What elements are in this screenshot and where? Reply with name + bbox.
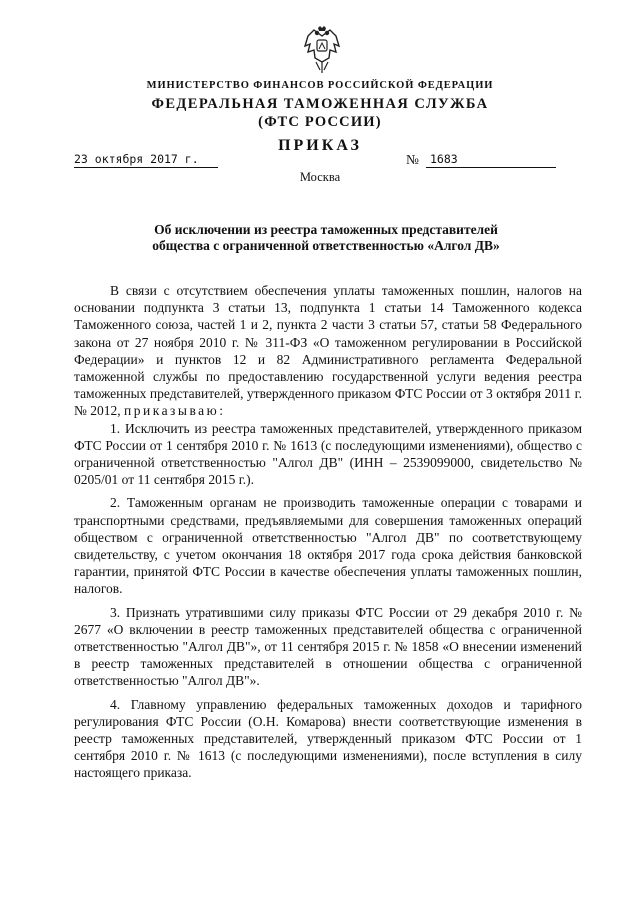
service-name: ФЕДЕРАЛЬНАЯ ТАМОЖЕННАЯ СЛУЖБА xyxy=(151,96,489,112)
document-title xyxy=(70,222,582,254)
service-abbreviation: (ФТС РОССИИ) xyxy=(258,114,382,130)
document-type: ПРИКАЗ xyxy=(278,137,362,154)
coat-of-arms-icon xyxy=(302,26,342,74)
item-3: 3. Признать утратившими силу приказы ФТС России от 29 декабря 2010 г. № 2677 «О включении в реестр таможенных представителей общества с ограниченной ответственностью "Алгол ДВ"», от 11 сентября 2015 г. № 1858 «О внесении изменений в реестр таможенных представителей в отношении общества с ограниченной ответственностью "Алгол ДВ"». xyxy=(74,604,582,689)
city: Москва xyxy=(299,170,341,184)
preamble-text: В связи с отсутствием обеспечения уплаты таможенных пошлин, налогов на основании подпункта 3 статьи 13, подпункта 1 статьи 14 Таможенного кодекса Таможенного союза, частей 1 и 2, пункта 2 части 3 статьи 57, статьи 58 Федерального закона от 27 ноября 2010 г. № 311-ФЗ «О таможенном регулировании в Российской Федерации» и пунктов 12 и 82 Административного регламента Федеральной таможенной службы по предоставлению государственной услуги ведения реестра таможенных представителей, утвержденного приказом ФТС России от 3 октября 2011 г. № 2012, xyxy=(74,283,582,419)
order-word: приказываю: xyxy=(124,403,226,419)
document-body xyxy=(74,282,582,788)
title-line-2: общества с ограниченной ответственностью «Алгол ДВ» xyxy=(152,238,500,253)
item-1: 1. Исключить из реестра таможенных представителей, утвержденного приказом ФТС России от 1 сентября 2010 г. № 1613 (с последующими изменениями), общество с ограниченной ответственностью "Алгол ДВ" (ИНН – 2539099000, свидетельство № 0205/01 от 11 сентября 2015 г.). xyxy=(74,420,582,488)
ministry-name: МИНИСТЕРСТВО ФИНАНСОВ РОССИЙСКОЙ ФЕДЕРАЦИИ xyxy=(146,80,494,91)
item-2: 2. Таможенным органам не производить таможенные операции с товарами и транспортными средствами, предъявляемыми для совершения таможенных операций обществом с ограниченной ответственностью "Алгол ДВ" по соответствующему свидетельству, с учетом окончания 18 октября 2017 года срока действия банковской гарантии, принятой ФТС России в качестве обеспечения уплаты таможенных пошлин, налогов. xyxy=(74,495,582,597)
title-line-1: Об исключении из реестра таможенных представителей xyxy=(154,222,498,237)
order-date: 23 октября 2017 г. xyxy=(74,152,218,168)
order-number: 1683 xyxy=(426,152,556,168)
item-4: 4. Главному управлению федеральных таможенных доходов и тарифного регулирования ФТС России (О.Н. Комарова) внести соответствующие изменения в реестр таможенных представителей, утвержденный приказом ФТС России от 1 сентября 2010 г. № 1613 (с последующими изменениями), после вступления в силу настоящего приказа. xyxy=(74,696,582,781)
preamble-paragraph xyxy=(74,282,582,420)
order-number-label: № xyxy=(406,152,419,167)
